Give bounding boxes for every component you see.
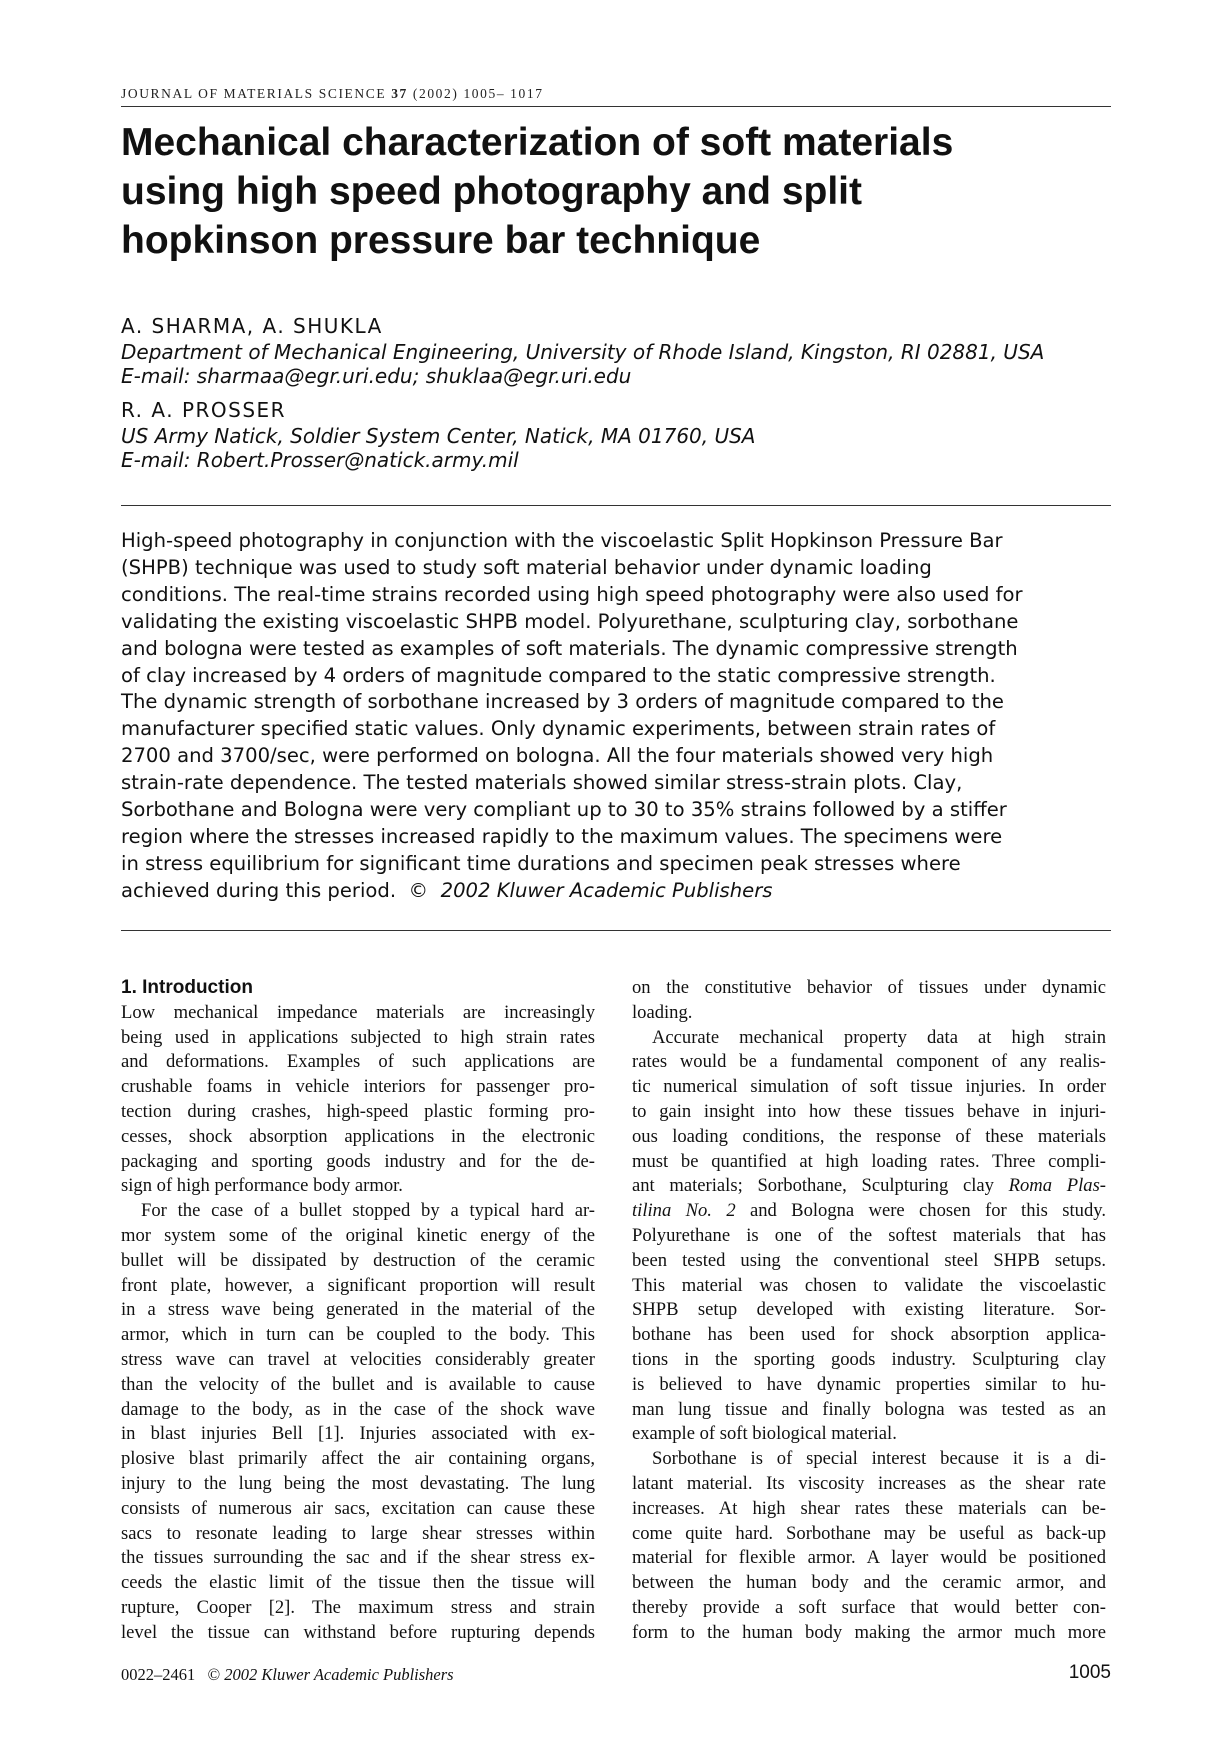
abstract-line: Sorbothane and Bologna were very compliant up to 30 to 35% strains followed by a stiffer [121,798,1007,822]
text-line: between the human body and the ceramic armor, and [632,1572,1106,1594]
text-line: example of soft biological material. [632,1423,897,1445]
author-email: E-mail: Robert.Prosser@natick.army.mil [121,448,519,472]
paragraph [632,1447,1106,1645]
author-names: A. SHARMA, A. SHUKLA [121,314,383,338]
text-fragment: and Bologna were chosen for this study. [735,1200,1107,1222]
text-line: ceeds the elastic limit of the tissue then the tissue will [121,1572,595,1594]
text-line: front plate, however, a significant proportion will result [121,1274,595,1296]
journal-name: JOURNAL OF MATERIALS SCIENCE [121,86,387,101]
author-block [121,314,1111,472]
text-line: than the velocity of the bullet and is available to cause [121,1373,595,1395]
text-line: Low mechanical impedance materials are increasingly [121,1001,595,1023]
text-line: tection during crashes, high-speed plastic forming pro- [121,1100,595,1122]
paragraph [632,1026,1106,1448]
text-line: Polyurethane is one of the softest materials that has [632,1224,1106,1246]
abstract-line: strain-rate dependence. The tested materials showed similar stress-strain plots. Clay, [121,771,963,795]
text-line: is believed to have dynamic properties similar to hu- [632,1373,1106,1395]
text-line: increases. At high shear rates these materials can be- [632,1497,1106,1519]
journal-year-pages: (2002) 1005– 1017 [412,86,544,101]
text-line: Accurate mechanical property data at high strain [652,1026,1106,1048]
title-line: Mechanical characterization of soft materials [121,121,954,164]
text-line: the tissues surrounding the sac and if the shear stress ex- [121,1547,595,1569]
text-line: latant material. Its viscosity increases as the shear rate [632,1472,1106,1494]
abstract-line: and bologna were tested as examples of soft materials. The dynamic compressive strength [121,636,1018,660]
header-rule [121,106,1111,107]
paragraph [632,976,1106,1026]
text-line: in blast injuries Bell [1]. Injuries associated with ex- [121,1423,595,1445]
text-line: rupture, Cooper [2]. The maximum stress and strain [121,1596,595,1618]
text-line: man lung tissue and finally bologna was tested as an [632,1398,1106,1420]
title-line: using high speed photography and split [121,170,862,213]
abstract-line: conditions. The real-time strains recorded using high speed photography were also used for [121,582,1023,606]
right-column [632,976,1106,1646]
text-line: stress wave can travel at velocities considerably greater [121,1348,595,1370]
text-line: sacs to resonate leading to large shear stresses within [121,1522,595,1544]
text-line: material for flexible armor. A layer would be positioned [632,1547,1106,1569]
footer-publisher: 2002 Kluwer Academic Publishers [224,1665,454,1684]
abstract-line: region where the stresses increased rapidly to the maximum values. The specimens were [121,824,1003,848]
footer-issn-copyright [121,1665,454,1685]
abstract-line: of clay increased by 4 orders of magnitude compared to the static compressive strength. [121,663,996,687]
text-line: on the constitutive behavior of tissues under dynamic [632,977,1106,998]
text-line: cesses, shock absorption applications in the electronic [121,1125,595,1147]
text-line: damage to the body, as in the case of the shock wave [121,1398,595,1420]
text-line: armor, which in turn can be coupled to the body. This [121,1324,595,1346]
abstract-top-rule [121,505,1111,506]
author-email: E-mail: sharmaa@egr.uri.edu; shuklaa@egr.uri.edu [121,364,632,388]
copyright-symbol: © [408,878,429,902]
page-number: 1005 [1068,1662,1111,1683]
text-line: been tested using the conventional steel SHPB setups. [632,1249,1106,1271]
text-line: Sorbothane is of special interest because it is a di- [652,1448,1106,1470]
text-line: to gain insight into how these tissues behave in injuri- [632,1100,1106,1122]
abstract-line: (SHPB) technique was used to study soft material behavior under dynamic loading [121,555,932,579]
text-line: mor system some of the original kinetic energy of the [121,1224,595,1246]
journal-volume: 37 [391,86,408,101]
text-line: come quite hard. Sorbothane may be useful as back-up [632,1522,1106,1544]
author-affiliation: Department of Mechanical Engineering, University of Rhode Island, Kingston, RI 02881, USA [121,340,1045,364]
material-name-italic: Roma Plas- [1008,1175,1106,1197]
author-names: R. A. PROSSER [121,398,287,422]
text-line: packaging and sporting goods industry and for the de- [121,1150,595,1172]
text-line: injury to the lung being the most devastating. The lung [121,1472,595,1494]
title-line: hopkinson pressure bar technique [121,219,761,262]
paragraph [121,1199,595,1645]
abstract-last-text: achieved during this period. [121,878,397,902]
paper-title [121,118,1101,265]
text-line: rates would be a fundamental component of any realis- [632,1051,1106,1073]
abstract-bottom-rule [121,930,1111,931]
text-fragment: ant materials; Sorbothane, Sculpturing clay [632,1175,1009,1197]
text-line: must be quantified at high loading rates. Three compli- [632,1150,1106,1172]
text-line: tic numerical simulation of soft tissue injuries. In order [632,1076,1106,1098]
text-line: being used in applications subjected to high strain rates [121,1026,595,1048]
text-line: bullet will be dissipated by destruction of the ceramic [121,1249,595,1271]
author-affiliation: US Army Natick, Soldier System Center, Natick, MA 01760, USA [121,424,756,448]
abstract-line: 2700 and 3700/sec, were performed on bologna. All the four materials showed very high [121,744,994,768]
abstract-line: in stress equilibrium for significant time durations and specimen peak stresses where [121,851,961,875]
text-line: tions in the sporting goods industry. Sculpturing clay [632,1348,1106,1370]
text-line: loading. [632,1001,693,1023]
text-line: For the case of a bullet stopped by a typical hard ar- [141,1200,595,1222]
material-name-italic: tilina No. 2 [632,1200,736,1222]
abstract-line: High-speed photography in conjunction with the viscoelastic Split Hopkinson Pressure Bar [121,529,1003,552]
text-line-tilina [632,1199,1106,1224]
abstract-line-last [121,878,1111,905]
text-line: and deformations. Examples of such applications are [121,1051,595,1073]
section-heading: 1. Introduction [121,977,253,998]
abstract-line: manufacturer specified static values. Only dynamic experiments, between strain rates of [121,717,996,741]
abstract-copyright-publisher: 2002 Kluwer Academic Publishers [440,878,773,902]
text-line: consists of numerous air sacs, excitation can cause these [121,1497,595,1519]
text-line: sign of high performance body armor. [121,1175,403,1197]
text-line: SHPB setup developed with existing literature. Sor- [632,1299,1106,1321]
issn: 0022–2461 [121,1665,196,1684]
abstract-line: validating the existing viscoelastic SHPB model. Polyurethane, sculpturing clay, sorbothane [121,609,1019,633]
abstract-line: The dynamic strength of sorbothane increased by 3 orders of magnitude compared to the [121,690,1004,714]
text-line: level the tissue can withstand before rupturing depends [121,1621,595,1643]
text-line: crushable foams in vehicle interiors for passenger pro- [121,1076,595,1098]
text-line: in a stress wave being generated in the material of the [121,1299,595,1321]
text-line: This material was chosen to validate the viscoelastic [632,1274,1106,1296]
text-line: ous loading conditions, the response of these materials [632,1125,1106,1147]
text-line: bothane has been used for shock absorption applica- [632,1324,1106,1346]
text-line: plosive blast primarily affect the air containing organs, [121,1448,595,1470]
abstract [121,528,1111,905]
text-line: thereby provide a soft surface that would better con- [632,1596,1106,1618]
paragraph [121,1001,595,1199]
journal-header [121,86,1111,102]
text-line-roma [632,1174,1106,1199]
text-line: form to the human body making the armor much more [632,1621,1106,1643]
left-column [121,976,595,1646]
copyright-symbol: © [207,1665,221,1684]
